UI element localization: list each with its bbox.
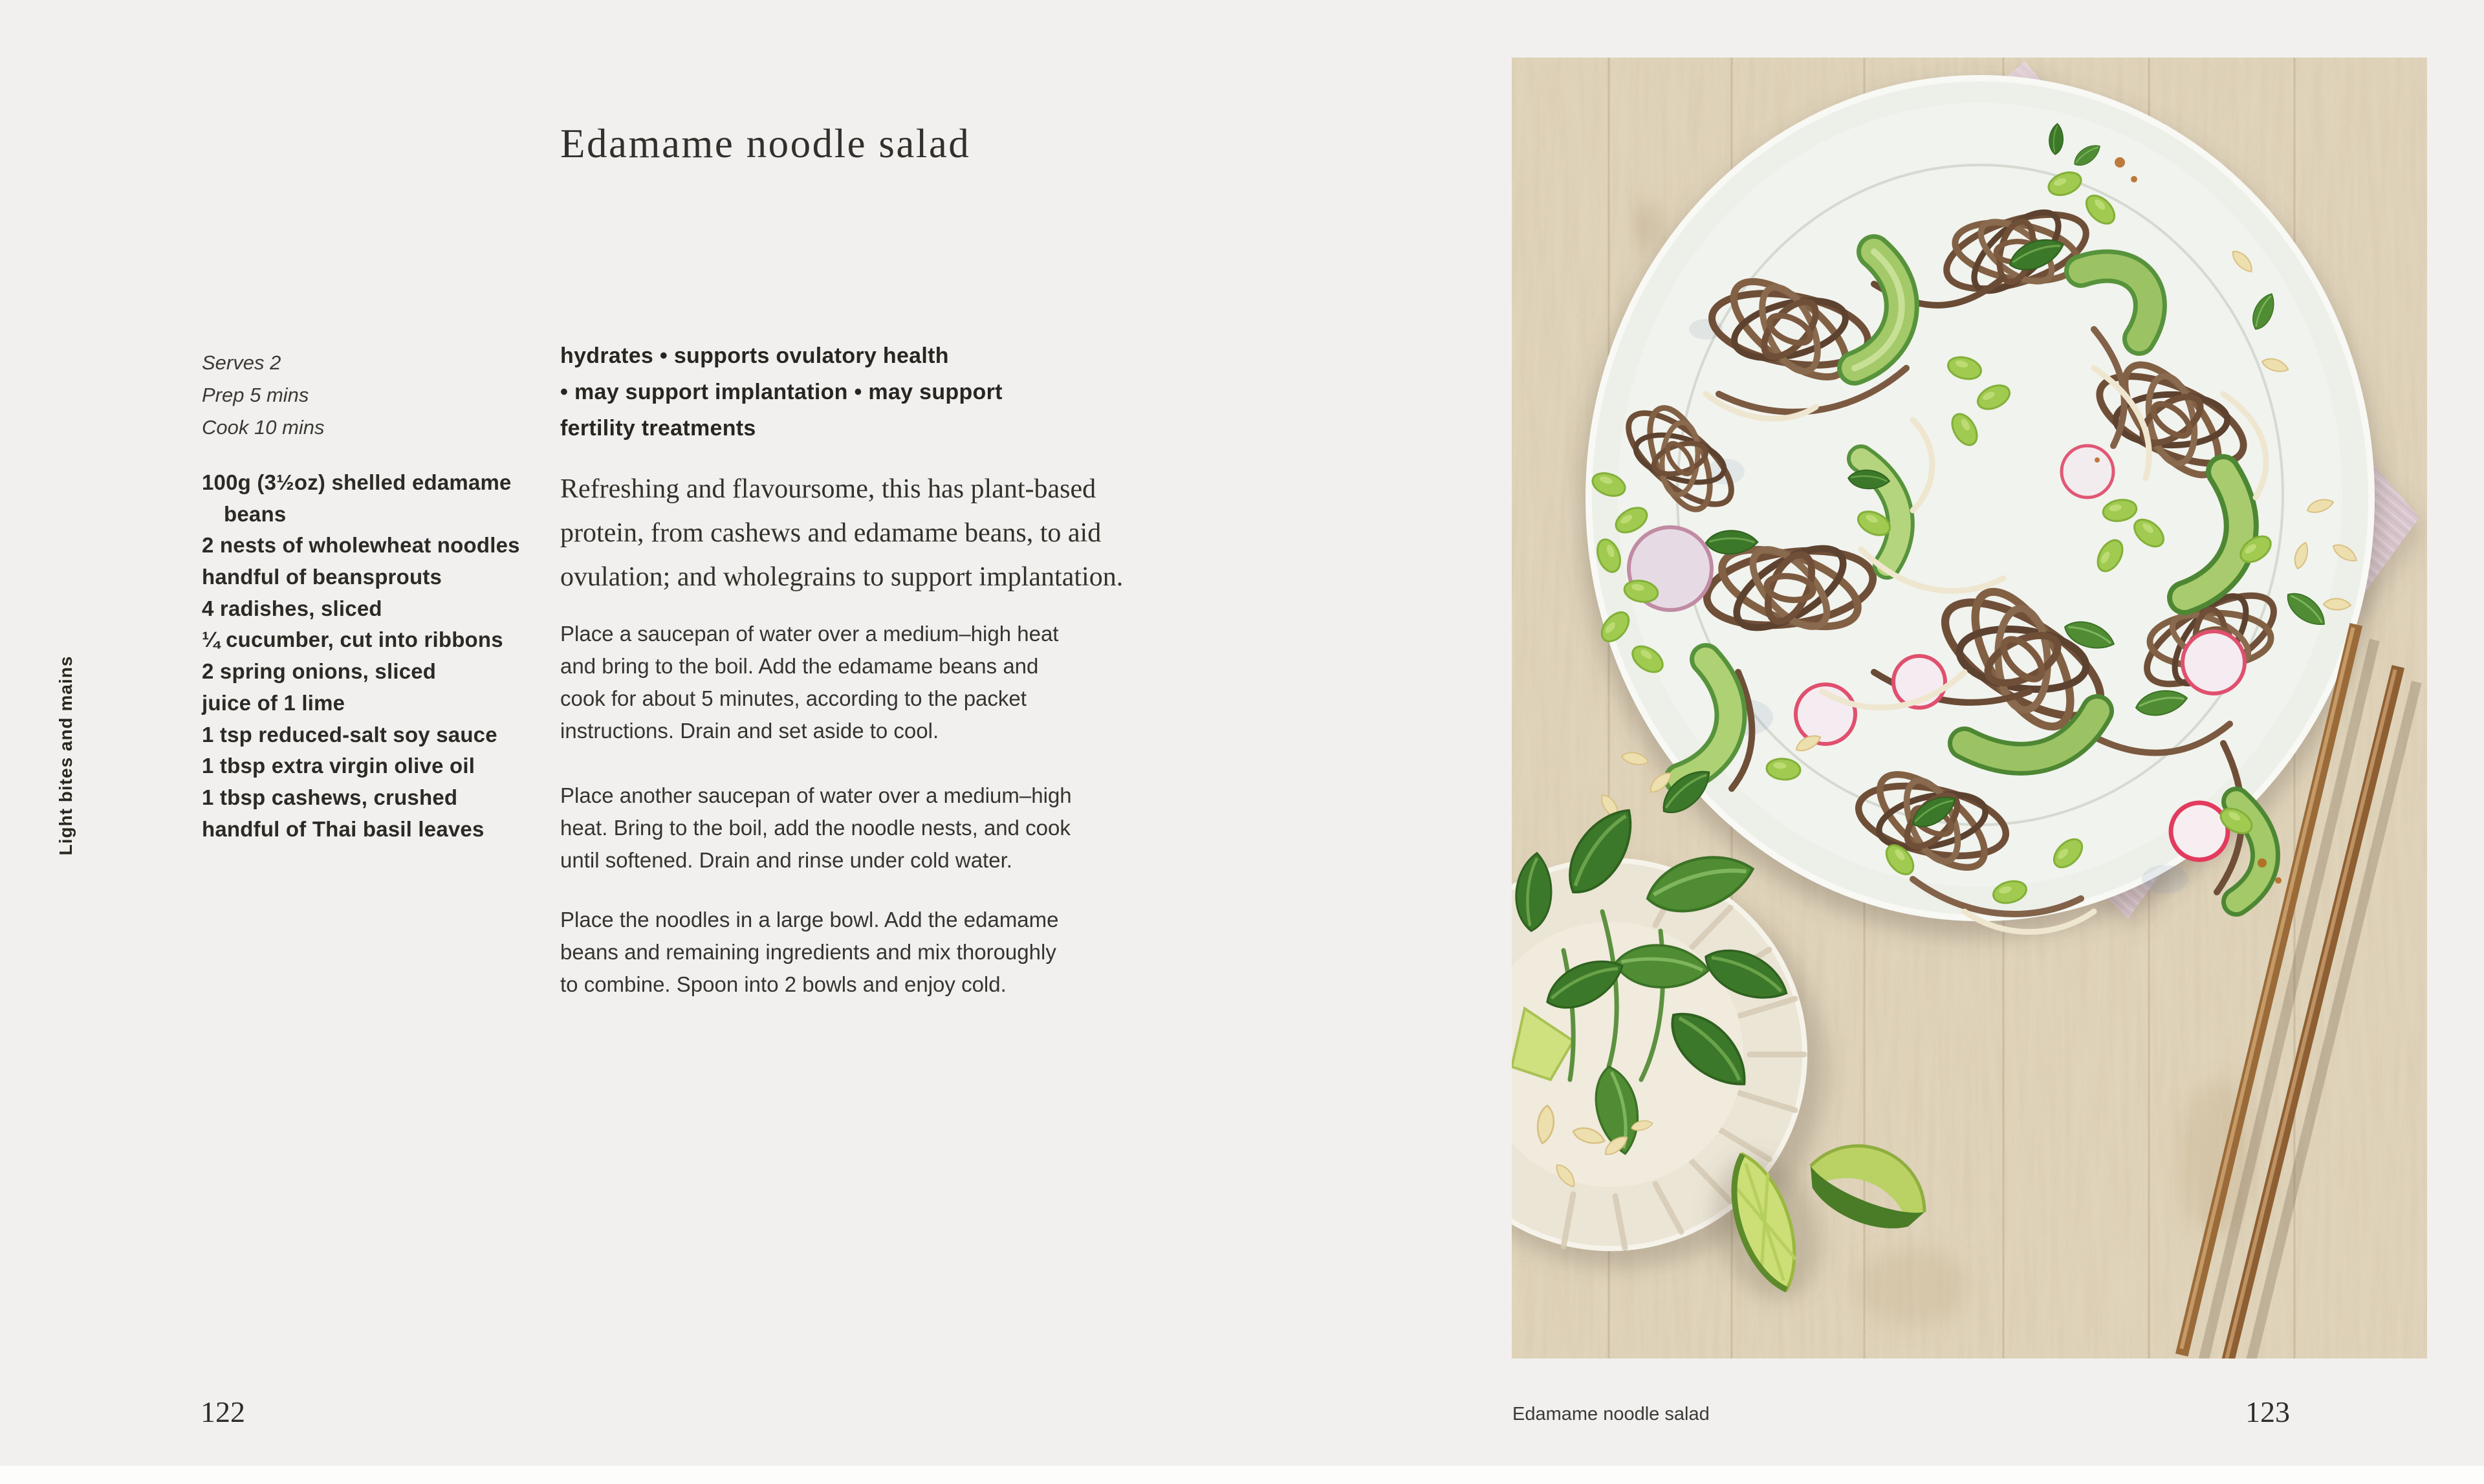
method-line: beans and remaining ingredients and mix thoroughly — [560, 940, 1056, 964]
page-number-left: 122 — [201, 1395, 245, 1428]
method-line: to combine. Spoon into 2 bowls and enjoy cold. — [560, 972, 1007, 996]
method-line: instructions. Drain and set aside to cool. — [560, 719, 939, 743]
footer-caption: Edamame noodle salad — [1512, 1404, 1710, 1424]
ingredient-line: handful of Thai basil leaves — [202, 816, 485, 841]
method-line: cook for about 5 minutes, according to the packet — [560, 686, 1027, 710]
intro-line: Refreshing and flavoursome, this has plant-based — [560, 474, 1096, 504]
method-line: heat. Bring to the boil, add the noodle nests, and cook — [560, 816, 1071, 840]
page-title: Edamame noodle salad — [560, 121, 971, 166]
ingredient-list — [202, 467, 520, 845]
method-line: Place the noodles in a large bowl. Add the edamame — [560, 908, 1059, 932]
intro-line: protein, from cashews and edamame beans, to aid — [560, 518, 1102, 548]
method-paragraph-2 — [560, 780, 1072, 877]
intro-line: ovulation; and wholegrains to support implantation. — [560, 562, 1124, 592]
method-line: and bring to the boil. Add the edamame beans and — [560, 654, 1039, 678]
health-benefits — [560, 338, 1003, 446]
ingredient-line: 100g (3½oz) shelled edamame — [202, 470, 512, 494]
method-paragraph-1 — [560, 618, 1058, 747]
ingredient-line: juice of 1 lime — [202, 690, 345, 715]
ingredient-line: 2 spring onions, sliced — [202, 659, 437, 684]
benefit-line: hydrates • supports ovulatory health — [560, 344, 949, 368]
recipe-meta-line: Prep 5 mins — [202, 384, 309, 406]
method-line: Place a saucepan of water over a medium–high heat — [560, 622, 1059, 646]
page-bottom-margin — [0, 1466, 2484, 1484]
benefit-line: fertility treatments — [560, 416, 756, 441]
ingredient-line: 4 radishes, sliced — [202, 596, 382, 620]
ingredient-line: 1 tsp reduced-salt soy sauce — [202, 722, 497, 747]
recipe-intro — [560, 467, 1123, 599]
dish-photo — [1512, 58, 2427, 1359]
ingredient-line: 1 tbsp extra virgin olive oil — [202, 754, 475, 778]
section-label: Light bites and mains — [56, 655, 76, 856]
ingredient-line: 1 tbsp cashews, crushed — [202, 785, 458, 809]
method-line: Place another saucepan of water over a medium–high — [560, 783, 1072, 807]
recipe-meta-line: Cook 10 mins — [202, 416, 325, 439]
page-number-right: 123 — [2245, 1395, 2290, 1428]
ingredient-line: ¼ cucumber, cut into ribbons — [202, 627, 503, 652]
method-paragraph-3 — [560, 904, 1059, 1001]
method-line: until softened. Drain and rinse under cold water. — [560, 848, 1012, 872]
ingredient-line: handful of beansprouts — [202, 565, 442, 589]
benefit-line: • may support implantation • may support — [560, 380, 1003, 404]
recipe-meta — [202, 347, 325, 444]
ingredient-line: beans — [224, 501, 287, 526]
ingredient-line: 2 nests of wholewheat noodles — [202, 533, 520, 558]
recipe-meta-line: Serves 2 — [202, 351, 281, 374]
